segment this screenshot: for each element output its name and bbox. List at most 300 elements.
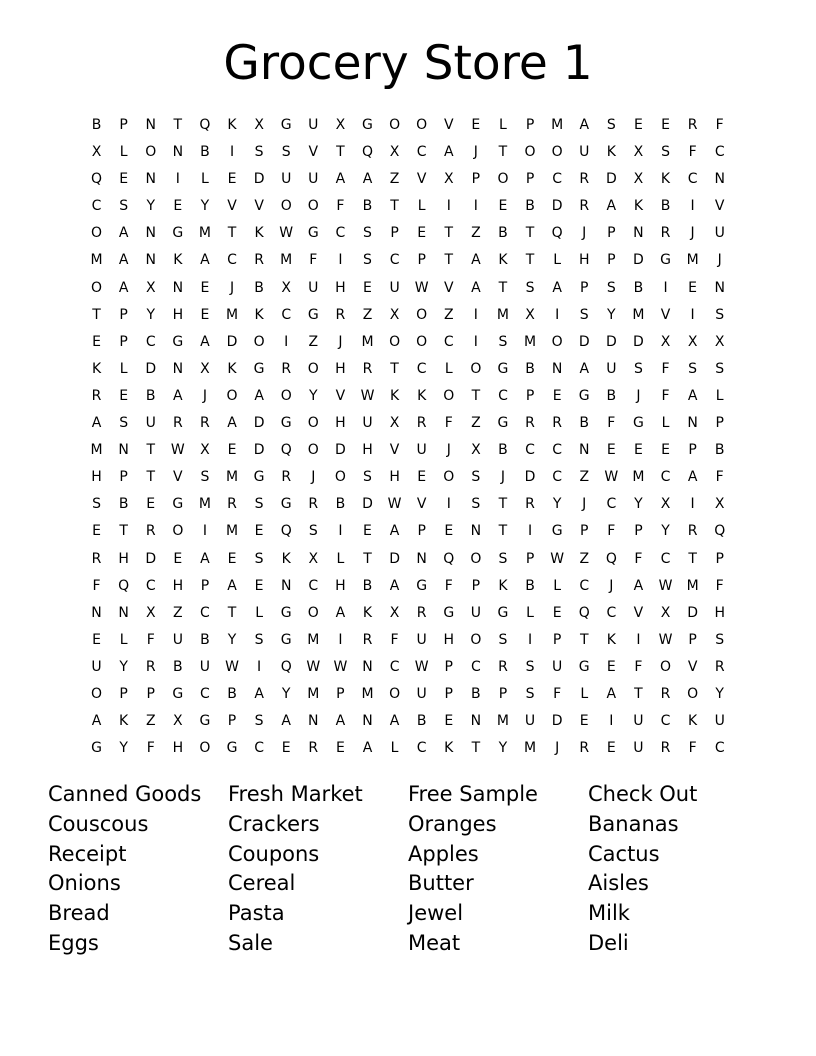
grid-letter: W bbox=[550, 550, 565, 567]
grid-letter: G bbox=[172, 685, 184, 702]
grid-letter: F bbox=[715, 469, 724, 486]
grid-letter: Q bbox=[578, 604, 590, 621]
grid-letter: S bbox=[254, 713, 264, 730]
grid-letter: J bbox=[582, 225, 587, 242]
grid-letter: A bbox=[200, 550, 210, 567]
grid-letter: Y bbox=[498, 740, 508, 757]
grid-letter: A bbox=[389, 577, 400, 594]
grid-letter: Z bbox=[443, 306, 454, 323]
grid-letter: L bbox=[390, 740, 399, 757]
grid-letter: S bbox=[200, 469, 210, 486]
grid-letter: G bbox=[443, 604, 455, 621]
grid-letter: V bbox=[443, 117, 454, 133]
grid-letter: C bbox=[254, 740, 264, 757]
grid-letter: R bbox=[552, 415, 562, 432]
word-list-item: Coupons bbox=[228, 841, 320, 866]
grid-letter: N bbox=[91, 604, 102, 621]
grid-row bbox=[83, 410, 733, 437]
grid-letter: F bbox=[634, 550, 643, 567]
grid-letter: H bbox=[118, 550, 129, 567]
grid-letter: P bbox=[119, 333, 128, 350]
grid-letter: A bbox=[227, 415, 237, 432]
grid-letter: D bbox=[226, 333, 238, 350]
grid-letter: X bbox=[660, 496, 671, 513]
grid-letter: X bbox=[254, 117, 264, 133]
grid-letter: Z bbox=[579, 550, 590, 567]
grid-letter: C bbox=[308, 577, 319, 594]
grid-letter: M bbox=[225, 523, 239, 540]
grid-letter: U bbox=[470, 604, 481, 621]
grid-letter: B bbox=[471, 685, 481, 702]
grid-letter: S bbox=[498, 333, 508, 350]
grid-letter: C bbox=[714, 144, 725, 161]
grid-letter: I bbox=[690, 306, 695, 323]
grid-letter: E bbox=[200, 279, 210, 296]
grid-row bbox=[83, 329, 733, 356]
grid-letter: R bbox=[687, 523, 698, 540]
grid-letter: E bbox=[688, 279, 698, 296]
grid-letter: Y bbox=[227, 631, 237, 648]
grid-letter: X bbox=[335, 117, 346, 133]
grid-letter: E bbox=[146, 496, 156, 513]
grid-letter: E bbox=[92, 523, 101, 540]
grid-letter: X bbox=[389, 604, 400, 621]
grid-letter: B bbox=[362, 198, 373, 215]
word-list-item: Oranges bbox=[408, 811, 497, 836]
grid-letter: F bbox=[688, 144, 697, 161]
word-list-item: Pasta bbox=[228, 901, 285, 926]
word-list-item: Couscous bbox=[48, 811, 149, 836]
grid-letter: D bbox=[605, 171, 617, 188]
grid-letter: U bbox=[552, 658, 563, 675]
grid-letter: U bbox=[606, 360, 617, 377]
grid-letter: B bbox=[227, 685, 237, 702]
grid-letter: Y bbox=[281, 685, 291, 702]
grid-letter: M bbox=[198, 225, 211, 242]
grid-letter: N bbox=[172, 360, 184, 377]
grid-letter: B bbox=[416, 713, 427, 730]
grid-letter: E bbox=[254, 577, 264, 594]
grid-letter: C bbox=[498, 387, 508, 404]
grid-letter: O bbox=[551, 333, 563, 350]
grid-letter: Z bbox=[471, 415, 481, 432]
grid-letter: S bbox=[606, 279, 616, 296]
grid-letter: I bbox=[284, 333, 289, 350]
grid-letter: A bbox=[606, 685, 617, 702]
grid-letter: G bbox=[91, 740, 102, 757]
grid-letter: A bbox=[118, 279, 129, 296]
grid-letter: X bbox=[91, 144, 102, 161]
grid-letter: T bbox=[634, 685, 643, 702]
grid-letter: L bbox=[499, 117, 507, 133]
grid-letter: S bbox=[715, 306, 725, 323]
grid-letter: C bbox=[335, 225, 346, 242]
grid-letter: U bbox=[172, 631, 183, 648]
grid-letter: C bbox=[606, 496, 617, 513]
grid-letter: O bbox=[307, 415, 319, 432]
grid-letter: O bbox=[280, 387, 292, 404]
grid-letter: T bbox=[444, 252, 454, 269]
grid-letter: Q bbox=[280, 658, 292, 675]
grid-letter: O bbox=[389, 685, 401, 702]
grid-letter: P bbox=[471, 577, 481, 594]
grid-letter: G bbox=[280, 496, 292, 513]
grid-letter: P bbox=[417, 252, 426, 269]
grid-letter: G bbox=[172, 496, 184, 513]
grid-letter: X bbox=[525, 306, 535, 323]
grid-letter: N bbox=[633, 225, 644, 242]
grid-letter: S bbox=[525, 685, 535, 702]
grid-row bbox=[83, 518, 733, 545]
grid-letter: D bbox=[687, 604, 698, 621]
grid-letter: Y bbox=[146, 306, 156, 323]
grid-letter: V bbox=[335, 387, 346, 404]
grid-letter: D bbox=[253, 415, 265, 432]
grid-letter: R bbox=[308, 496, 319, 513]
grid-letter: S bbox=[633, 360, 643, 377]
grid-letter: G bbox=[497, 415, 509, 432]
grid-letter: P bbox=[119, 685, 128, 702]
grid-letter: X bbox=[200, 442, 210, 459]
grid-row bbox=[83, 193, 733, 220]
grid-letter: A bbox=[362, 740, 373, 757]
grid-letter: V bbox=[254, 198, 264, 215]
grid-letter: M bbox=[198, 496, 211, 513]
grid-letter: A bbox=[687, 469, 698, 486]
grid-letter: U bbox=[524, 713, 536, 730]
word-list-item: Onions bbox=[48, 871, 121, 896]
grid-letter: E bbox=[363, 279, 372, 296]
grid-letter: I bbox=[229, 144, 235, 161]
grid-letter: T bbox=[227, 225, 237, 242]
grid-letter: Q bbox=[605, 550, 617, 567]
grid-letter: H bbox=[172, 740, 184, 757]
grid-letter: D bbox=[551, 198, 563, 215]
grid-letter: X bbox=[389, 306, 400, 323]
grid-letter: S bbox=[92, 496, 101, 513]
grid-letter: I bbox=[527, 631, 533, 648]
grid-letter: C bbox=[687, 171, 698, 188]
grid-letter: C bbox=[525, 442, 535, 459]
grid-letter: B bbox=[579, 415, 590, 432]
grid-letter: F bbox=[146, 631, 155, 648]
grid-letter: R bbox=[254, 252, 264, 269]
grid-letter: O bbox=[307, 442, 319, 459]
word-list-item: Canned Goods bbox=[48, 782, 202, 806]
grid-letter: A bbox=[579, 360, 590, 377]
grid-letter: S bbox=[254, 631, 264, 648]
grid-letter: E bbox=[633, 117, 643, 133]
grid-letter: S bbox=[119, 198, 129, 215]
grid-letter: R bbox=[525, 415, 535, 432]
grid-letter: F bbox=[553, 685, 562, 702]
grid-letter: A bbox=[254, 387, 264, 404]
grid-letter: C bbox=[552, 442, 563, 459]
grid-letter: F bbox=[92, 577, 101, 594]
grid-letter: P bbox=[688, 631, 697, 648]
grid-letter: T bbox=[579, 631, 589, 648]
grid-letter: I bbox=[663, 279, 668, 296]
grid-letter: N bbox=[470, 713, 482, 730]
grid-letter: S bbox=[308, 523, 318, 540]
grid-letter: F bbox=[661, 360, 670, 377]
grid-letter: C bbox=[416, 144, 427, 161]
grid-letter: R bbox=[660, 225, 671, 242]
grid-letter: W bbox=[306, 658, 321, 675]
grid-letter: S bbox=[606, 117, 616, 133]
word-list-item: Receipt bbox=[48, 841, 127, 866]
grid-letter: A bbox=[606, 198, 617, 215]
grid-letter: E bbox=[471, 117, 481, 133]
grid-letter: A bbox=[687, 387, 698, 404]
grid-letter: E bbox=[173, 198, 183, 215]
word-list-item: Free Sample bbox=[408, 782, 538, 806]
grid-letter: O bbox=[172, 523, 184, 540]
grid-letter: R bbox=[660, 685, 671, 702]
grid-letter: I bbox=[257, 658, 262, 675]
grid-letter: M bbox=[307, 631, 320, 648]
grid-letter: D bbox=[605, 333, 617, 350]
grid-row bbox=[83, 247, 733, 274]
word-list-item: Jewel bbox=[408, 901, 464, 926]
grid-letter: E bbox=[254, 523, 264, 540]
grid-letter: C bbox=[443, 333, 454, 350]
grid-letter: G bbox=[551, 523, 563, 540]
grid-letter: B bbox=[606, 387, 617, 404]
grid-letter: T bbox=[471, 387, 481, 404]
grid-letter: N bbox=[308, 713, 319, 730]
grid-letter: P bbox=[688, 442, 697, 459]
grid-letter: T bbox=[525, 225, 535, 242]
grid-letter: E bbox=[444, 523, 454, 540]
grid-letter: B bbox=[362, 577, 373, 594]
grid-letter: R bbox=[416, 604, 427, 621]
grid-letter: G bbox=[578, 658, 590, 675]
grid-letter: E bbox=[579, 713, 589, 730]
grid-letter: G bbox=[253, 360, 265, 377]
grid-letter: Q bbox=[199, 117, 211, 133]
grid-letter: A bbox=[389, 713, 400, 730]
grid-letter: U bbox=[416, 685, 427, 702]
grid-letter: F bbox=[444, 415, 453, 432]
grid-letter: P bbox=[200, 577, 210, 594]
grid-letter: O bbox=[91, 685, 103, 702]
grid-letter: B bbox=[633, 279, 644, 296]
grid-letter: I bbox=[473, 198, 478, 215]
grid-letter: P bbox=[715, 415, 724, 432]
grid-letter: C bbox=[606, 604, 617, 621]
grid-letter: R bbox=[200, 415, 210, 432]
grid-letter: E bbox=[227, 171, 237, 188]
grid-letter: I bbox=[338, 631, 343, 648]
grid-letter: R bbox=[579, 740, 590, 757]
grid-letter: J bbox=[555, 740, 560, 757]
grid-letter: X bbox=[660, 604, 671, 621]
grid-letter: K bbox=[444, 740, 454, 757]
grid-letter: T bbox=[444, 225, 454, 242]
grid-letter: J bbox=[690, 225, 695, 242]
grid-letter: F bbox=[607, 415, 616, 432]
grid-letter: E bbox=[444, 713, 454, 730]
grid-letter: E bbox=[606, 740, 616, 757]
grid-letter: T bbox=[498, 496, 508, 513]
grid-letter: A bbox=[200, 333, 210, 350]
grid-letter: N bbox=[687, 415, 698, 432]
grid-letter: I bbox=[690, 496, 695, 513]
grid-letter: P bbox=[417, 523, 426, 540]
grid-letter: E bbox=[661, 442, 670, 459]
grid-letter: P bbox=[444, 685, 453, 702]
word-list-item: Meat bbox=[408, 930, 461, 955]
grid-letter: S bbox=[281, 144, 291, 161]
grid-letter: D bbox=[145, 550, 157, 567]
grid-letter: K bbox=[417, 387, 427, 404]
grid-letter: R bbox=[91, 387, 102, 404]
grid-letter: R bbox=[660, 740, 671, 757]
grid-letter: S bbox=[498, 550, 508, 567]
grid-letter: U bbox=[362, 415, 373, 432]
grid-letter: R bbox=[281, 469, 292, 486]
grid-letter: K bbox=[498, 577, 508, 594]
grid-letter: O bbox=[470, 631, 482, 648]
grid-letter: N bbox=[145, 225, 156, 242]
grid-letter: C bbox=[552, 469, 563, 486]
grid-letter: U bbox=[281, 171, 292, 188]
grid-letter: R bbox=[579, 198, 590, 215]
grid-letter: F bbox=[688, 740, 697, 757]
grid-letter: D bbox=[389, 550, 400, 567]
grid-letter: Z bbox=[308, 333, 319, 350]
grid-letter: O bbox=[280, 198, 292, 215]
grid-letter: X bbox=[714, 496, 725, 513]
grid-letter: I bbox=[446, 198, 451, 215]
grid-letter: R bbox=[498, 658, 508, 675]
grid-letter: E bbox=[173, 550, 183, 567]
grid-letter: N bbox=[172, 279, 184, 296]
grid-letter: W bbox=[658, 631, 673, 648]
grid-letter: S bbox=[119, 415, 129, 432]
grid-letter: D bbox=[578, 333, 590, 350]
grid-letter: B bbox=[200, 144, 210, 161]
grid-letter: N bbox=[362, 713, 373, 730]
grid-letter: H bbox=[172, 577, 184, 594]
grid-letter: I bbox=[338, 523, 343, 540]
grid-letter: Y bbox=[634, 496, 643, 513]
grid-letter: K bbox=[688, 713, 698, 730]
grid-letter: O bbox=[687, 685, 699, 702]
grid-letter: A bbox=[471, 252, 481, 269]
grid-letter: Y bbox=[661, 523, 670, 540]
grid-row bbox=[83, 302, 733, 329]
grid-letter: A bbox=[173, 387, 183, 404]
grid-row bbox=[83, 708, 733, 735]
grid-letter: G bbox=[280, 631, 292, 648]
grid-letter: W bbox=[387, 496, 402, 513]
grid-letter: A bbox=[281, 713, 291, 730]
grid-letter: F bbox=[390, 631, 399, 648]
grid-letter: E bbox=[363, 523, 372, 540]
grid-letter: E bbox=[119, 387, 129, 404]
grid-letter: W bbox=[333, 658, 348, 675]
grid-letter: K bbox=[498, 252, 508, 269]
grid-letter: E bbox=[227, 442, 237, 459]
grid-letter: B bbox=[254, 279, 264, 296]
grid-letter: J bbox=[311, 469, 316, 486]
grid-letter: C bbox=[416, 360, 427, 377]
grid-letter: I bbox=[473, 306, 478, 323]
grid-letter: G bbox=[280, 415, 292, 432]
grid-letter: B bbox=[660, 198, 671, 215]
grid-letter: N bbox=[280, 577, 292, 594]
grid-letter: U bbox=[308, 171, 319, 188]
grid-letter: W bbox=[414, 279, 429, 296]
grid-letter: W bbox=[170, 442, 185, 459]
word-list-item: Cereal bbox=[228, 871, 296, 896]
grid-letter: H bbox=[362, 442, 373, 459]
grid-letter: I bbox=[338, 252, 343, 269]
grid-row bbox=[83, 600, 733, 627]
grid-letter: X bbox=[660, 333, 671, 350]
grid-letter: O bbox=[145, 144, 157, 161]
grid-letter: X bbox=[173, 713, 183, 730]
grid-letter: G bbox=[172, 333, 184, 350]
grid-letter: Q bbox=[280, 523, 292, 540]
grid-letter: T bbox=[336, 144, 345, 161]
grid-letter: J bbox=[229, 279, 235, 296]
word-list bbox=[48, 780, 768, 959]
grid-letter: G bbox=[280, 604, 292, 621]
grid-letter: B bbox=[145, 387, 156, 404]
grid-letter: O bbox=[307, 604, 319, 621]
grid-letter: O bbox=[91, 279, 103, 296]
grid-letter: Q bbox=[118, 577, 130, 594]
grid-letter: O bbox=[389, 333, 401, 350]
word-list-item: Deli bbox=[588, 930, 629, 955]
grid-letter: N bbox=[470, 523, 482, 540]
grid-letter: N bbox=[714, 279, 725, 296]
grid-letter: P bbox=[580, 279, 589, 296]
grid-letter: P bbox=[525, 387, 535, 404]
grid-row bbox=[83, 464, 733, 491]
grid-letter: T bbox=[146, 469, 156, 486]
grid-letter: P bbox=[390, 225, 399, 242]
grid-letter: P bbox=[444, 658, 453, 675]
grid-letter: M bbox=[632, 469, 645, 486]
grid-letter: G bbox=[497, 360, 509, 377]
grid-letter: M bbox=[496, 713, 509, 730]
grid-letter: Q bbox=[91, 171, 103, 188]
grid-letter: E bbox=[119, 171, 129, 188]
grid-letter: P bbox=[471, 171, 481, 188]
grid-letter: I bbox=[636, 631, 641, 648]
grid-letter: L bbox=[553, 252, 562, 269]
grid-letter: Z bbox=[579, 469, 590, 486]
grid-letter: M bbox=[524, 333, 537, 350]
word-list-item: Check Out bbox=[588, 782, 698, 806]
grid-letter: P bbox=[498, 685, 508, 702]
grid-letter: A bbox=[335, 713, 346, 730]
grid-row bbox=[83, 275, 733, 302]
grid-letter: V bbox=[416, 171, 427, 188]
grid-letter: E bbox=[92, 333, 101, 350]
grid-letter: C bbox=[145, 577, 156, 594]
grid-letter: B bbox=[335, 496, 346, 513]
grid-letter: T bbox=[498, 523, 508, 540]
grid-letter: I bbox=[446, 496, 451, 513]
grid-letter: I bbox=[175, 171, 180, 188]
grid-letter: G bbox=[307, 225, 319, 242]
grid-letter: I bbox=[527, 523, 533, 540]
